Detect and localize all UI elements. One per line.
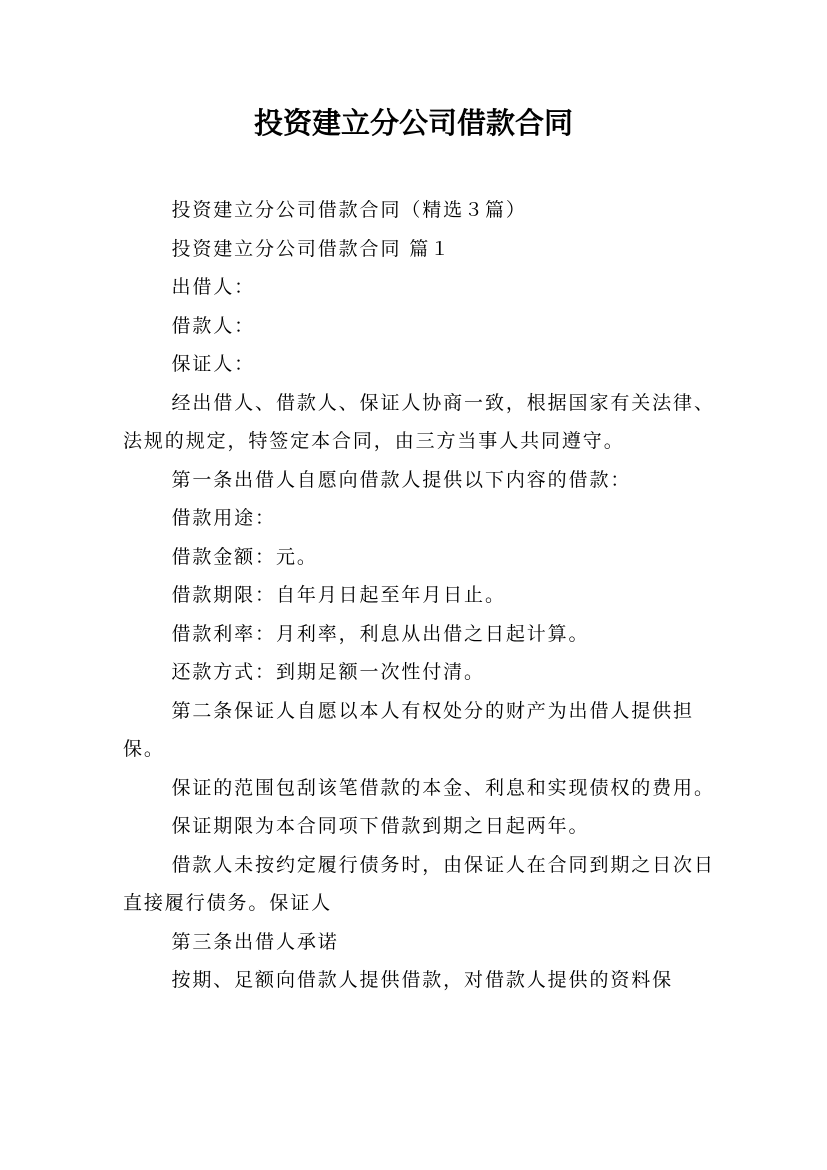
- paragraph: 借款用途：: [171, 507, 276, 529]
- paragraph: 第二条保证人自愿以本人有权处分的财产为出借人提供担保。: [123, 699, 694, 760]
- paragraph: 借款人：: [171, 314, 256, 337]
- paragraph: 借款期限：自年月日起至年月日止。: [171, 584, 506, 606]
- document-title: 投资建立分公司借款合同: [253, 106, 573, 140]
- paragraph: 按期、足额向借款人提供借款，对借款人提供的资料保: [171, 969, 674, 991]
- paragraph: 保证期限为本合同项下借款到期之日起两年。: [171, 815, 590, 837]
- paragraph: 第一条出借人自愿向借款人提供以下内容的借款：: [171, 468, 632, 491]
- paragraph: 借款利率：月利率，利息从出借之日起计算。: [171, 622, 590, 645]
- document-body: [123, 191, 717, 1000]
- paragraph: 保证人：: [171, 353, 256, 375]
- paragraph: 保证的范围包刮该笔借款的本金、利息和实现债权的费用。: [171, 776, 715, 799]
- paragraph: 第三条出借人承诺: [171, 930, 339, 953]
- paragraph: 借款人未按约定履行债务时，由保证人在合同到期之日次日直接履行债务。保证人: [123, 853, 715, 914]
- paragraph: 投资建立分公司借款合同 篇１: [171, 237, 452, 260]
- paragraph: 投资建立分公司借款合同（精选３篇）: [171, 199, 527, 221]
- paragraph: 还款方式：到期足额一次性付清。: [171, 661, 485, 683]
- paragraph: 出借人：: [171, 276, 256, 298]
- paragraph: 经出借人、借款人、保证人协商一致，根据国家有关法律、法规的规定，特签定本合同，由三方当事人共同遵守。: [123, 391, 715, 452]
- paragraph: 借款金额：元。: [171, 545, 318, 568]
